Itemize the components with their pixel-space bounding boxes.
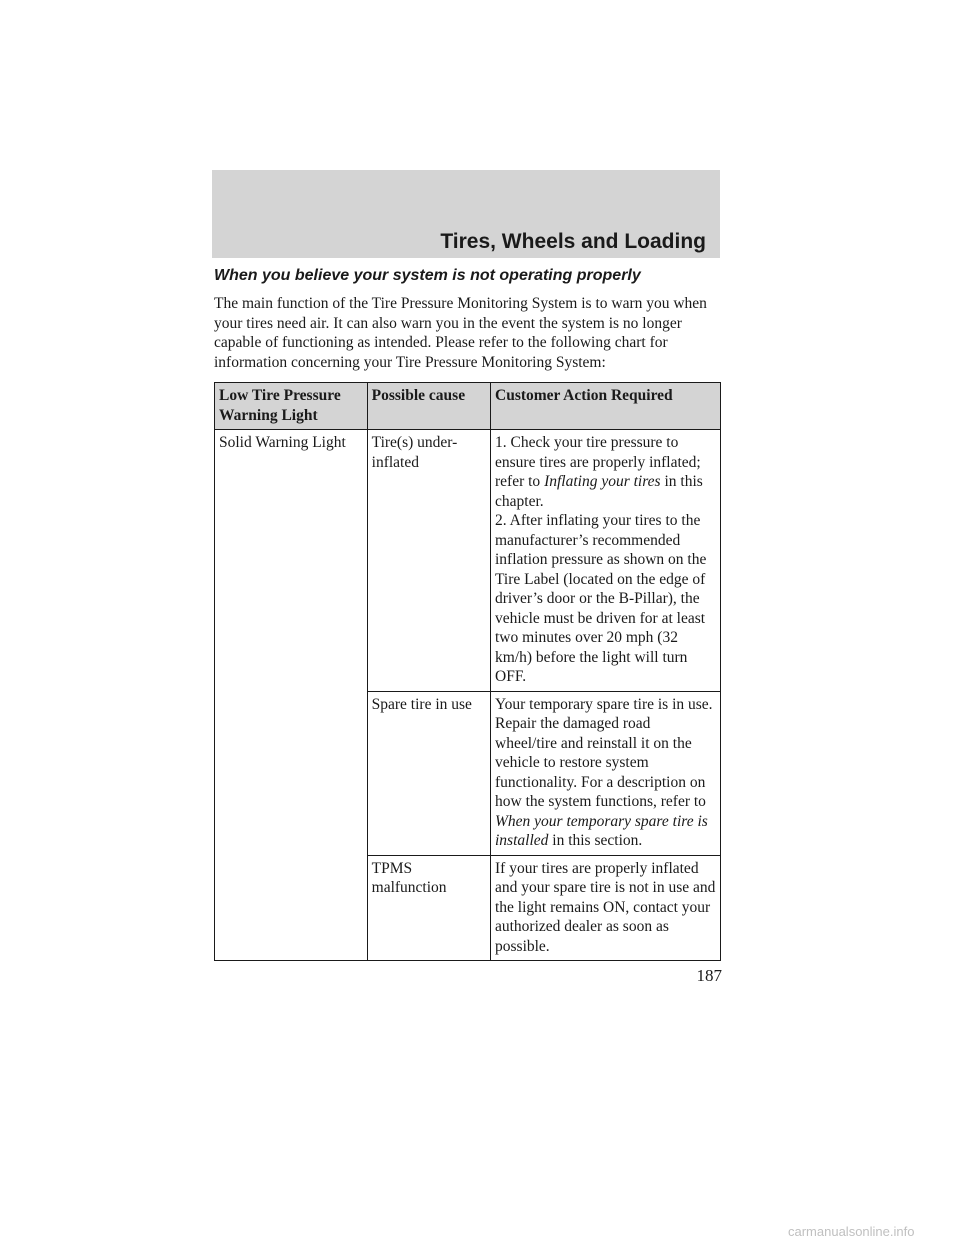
header-possible-cause: Possible cause xyxy=(367,383,490,430)
cause-cell: Spare tire in use xyxy=(367,691,490,855)
action-cell xyxy=(491,430,721,692)
action-cell xyxy=(491,691,721,855)
action-text: 1. Check your tire pressure to ensure tires are properly inflated; refer to xyxy=(495,434,701,490)
action-reference: When your temporary spare tire is installed xyxy=(495,812,708,849)
tpms-chart-table xyxy=(214,382,721,961)
cause-cell: TPMS malfunction xyxy=(367,855,490,961)
header-warning-light: Low Tire Pressure Warning Light xyxy=(215,383,368,430)
page-content xyxy=(214,266,720,961)
table-header-row xyxy=(215,383,721,430)
action-text: in this section. xyxy=(548,832,643,849)
watermark: carmanualsonline.info xyxy=(788,1224,915,1239)
action-text: If your tires are properly inflated and your spare tire is not in use and the light remains ON, contact your authorized dealer as soon as possible. xyxy=(495,859,716,955)
chapter-title: Tires, Wheels and Loading xyxy=(440,230,706,253)
cause-cell: Tire(s) under-inflated xyxy=(367,430,490,692)
action-text: Your temporary spare tire is in use. Repair the damaged road wheel/tire and reinstall it on the vehicle to restore system functionality. For a description on how the system functions, refer to xyxy=(495,695,713,810)
chapter-header-band xyxy=(212,170,720,258)
action-cell xyxy=(491,855,721,961)
header-customer-action: Customer Action Required xyxy=(491,383,721,430)
action-reference: Inflating your tires xyxy=(544,473,661,490)
table-row xyxy=(215,430,721,692)
page-number: 187 xyxy=(696,966,722,985)
section-heading: When you believe your system is not operating properly xyxy=(214,267,641,284)
action-text: in this chapter. xyxy=(495,473,703,510)
intro-paragraph: The main function of the Tire Pressure Monitoring System is to warn you when your tires need air. It can also warn you in the event the system is no longer capable of functioning as intended. Please refer to the following chart for information concerning your Tire Pressure Monitoring System: xyxy=(214,295,707,371)
warning-light-cell: Solid Warning Light xyxy=(215,430,368,961)
action-text: 2. After inflating your tires to the manufacturer’s recommended inflation pressure as shown on the Tire Label (located on the edge of driver’s door or the B-Pillar), the vehicle must be driven for at least two minutes over 20 mph (32 km/h) before the light will turn OFF. xyxy=(495,512,707,685)
